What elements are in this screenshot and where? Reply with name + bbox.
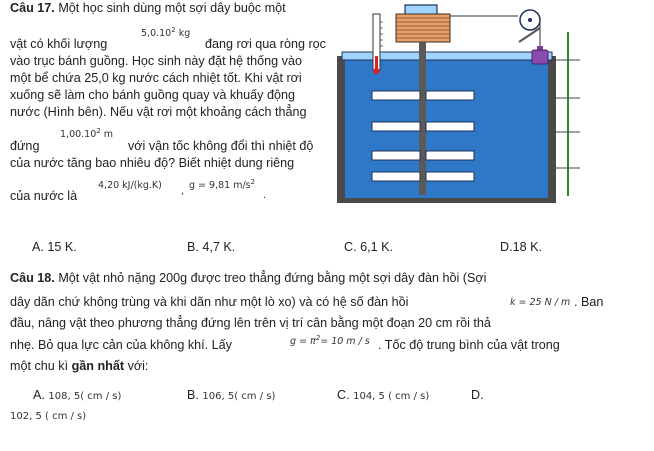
q18-stiffness: k = 25 N / m bbox=[510, 297, 571, 308]
q17-line7b: với vận tốc không đổi thì nhiệt độ bbox=[128, 139, 314, 153]
hanging-mass bbox=[532, 50, 548, 64]
q17-height-value: 1,00.10$^2$ m bbox=[60, 127, 114, 140]
paddle-right-3 bbox=[426, 151, 474, 160]
q18-line2b: . Ban bbox=[574, 295, 604, 309]
q18-option-c[interactable]: C. 104, 5 ( cm / s) bbox=[337, 388, 430, 402]
q18-gravity-eq: $g = \pi^2= 10$ m / s bbox=[290, 334, 370, 347]
q17-line2b: đang rơi qua ròng rọc bbox=[205, 37, 326, 51]
q17-line7a: đứng bbox=[10, 139, 40, 153]
q17-comma: , bbox=[181, 186, 185, 197]
mass-hook bbox=[537, 46, 543, 50]
q18-line2a: dây dãn chứ không trùng và khi dãn như một lò xo) và có hệ số đàn hồi bbox=[10, 295, 409, 309]
q18-option-d-value: 102, 5 ( cm / s) bbox=[10, 411, 87, 422]
paddle-right-1 bbox=[426, 91, 474, 100]
q17-option-a[interactable]: A. 15 K. bbox=[32, 240, 77, 254]
tank-wall-left bbox=[337, 56, 345, 202]
q18-label: Câu 18. bbox=[10, 271, 55, 285]
q17-gravity: g = 9,81 $m/s^2$ bbox=[189, 178, 256, 191]
tank-wall-right bbox=[548, 56, 556, 202]
q17-line5: xuống sẽ làm cho bánh guồng quay và khuấy động bbox=[10, 88, 295, 102]
q18-emphasis: gần nhất bbox=[71, 359, 125, 373]
q18-option-a[interactable]: A. 108, 5( cm / s) bbox=[33, 388, 122, 402]
q18-option-d[interactable]: D. bbox=[471, 388, 484, 402]
q17-option-b[interactable]: B. 4,7 K. bbox=[187, 240, 236, 254]
tank-bottom bbox=[337, 198, 556, 203]
paddle-left-2 bbox=[372, 122, 420, 131]
thermometer-bulb bbox=[374, 68, 380, 74]
q17-label: Câu 17. bbox=[10, 1, 55, 15]
q17-heat-capacity: 4,20 kJ/(kg.K) bbox=[98, 180, 162, 191]
q17-option-c[interactable]: C. 6,1 K. bbox=[344, 240, 393, 254]
paddle-left-4 bbox=[372, 172, 420, 181]
q17-mass-value: 5,0.10$^2$ kg bbox=[141, 26, 191, 39]
q18-line1: Câu 18. Một vật nhỏ nặng 200g được treo thẳng đứng bằng một sợi dây đàn hồi (Sợi bbox=[10, 271, 487, 285]
q18-option-b[interactable]: B. 106, 5( cm / s) bbox=[187, 388, 276, 402]
q17-line4: một bể chứa 25,0 kg nước cách nhiệt tốt. Khi vật rơi bbox=[10, 71, 302, 85]
q18-line5: một chu kì gần nhất với: bbox=[10, 359, 149, 373]
q17-option-d[interactable]: D.18 K. bbox=[500, 240, 542, 254]
q18-line4b: . Tốc độ trung bình của vật trong bbox=[378, 338, 560, 352]
thermometer-mercury bbox=[375, 56, 378, 70]
paddle-right-2 bbox=[426, 122, 474, 131]
q18-line3: đầu, nâng vật theo phương thẳng đứng lên trên vị trí cân bằng một đoạn 20 cm rồi thả bbox=[10, 316, 491, 330]
q17-line6: nước (Hình bên). Nếu vật rơi một khoảng cách thẳng bbox=[10, 105, 307, 119]
q17-line8: của nước tăng bao nhiêu độ? Biết nhiệt dung riêng bbox=[10, 156, 295, 170]
q17-line2a: vật có khối lượng bbox=[10, 37, 108, 51]
paddle-right-4 bbox=[426, 172, 474, 181]
q18-line4a: nhẹ. Bỏ qua lực cản của không khí. Lấy bbox=[10, 338, 232, 352]
q17-line3: vào trục bánh guồng. Học sinh này đặt hệ thống vào bbox=[10, 54, 302, 68]
paddle-left-1 bbox=[372, 91, 420, 100]
q17-line9a: của nước là bbox=[10, 189, 78, 203]
q17-period: . bbox=[263, 190, 267, 201]
q17-line1: Câu 17. Một học sinh dùng một sợi dây buộc một bbox=[10, 1, 286, 15]
paddle-left-3 bbox=[372, 151, 420, 160]
